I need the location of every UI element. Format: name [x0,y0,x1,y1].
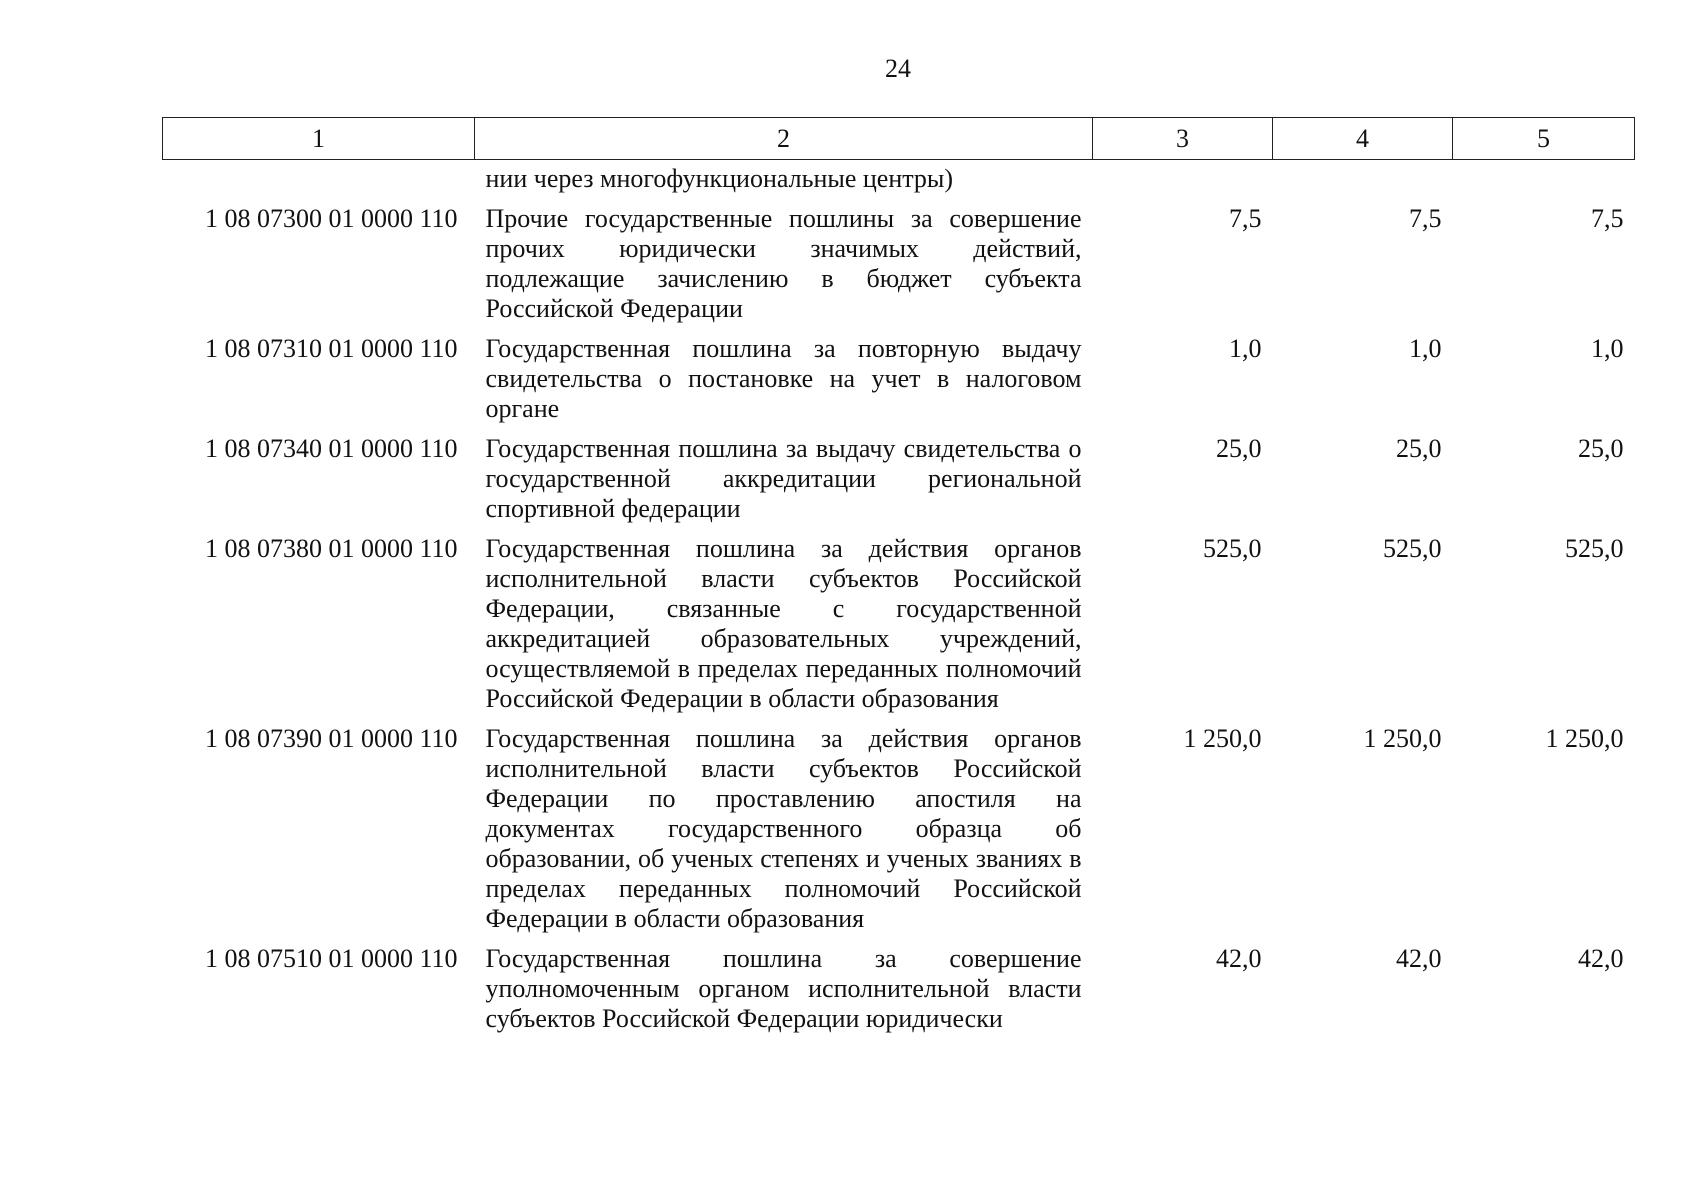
table-body [163,160,1635,1045]
code-cell: 1 08 07390 01 0000 110 [204,724,458,753]
table-row [163,334,1635,434]
name-cell: Государственная пошлина за выдачу свидетельства о государственной аккредитации региональной спортивной федерации [485,434,1082,523]
code-cell: 1 08 07300 01 0000 110 [204,204,458,233]
name-cell: Государственная пошлина за повторную выдачу свидетельства о постановке на учет в налоговом органе [485,334,1082,423]
column-header-4: 4 [1273,118,1453,160]
name-cell: Государственная пошлина за действия органов исполнительной власти субъектов Российской Федерации, связанные с государственной аккредитацией образовательных учреждений, осуществляемой в пределах переданных полномочий Российской Федерации в области образования [485,534,1082,713]
value-col3: 1,0 [1229,334,1262,363]
value-col4: 1,0 [1409,334,1442,363]
name-cell: Государственная пошлина за совершение уполномоченным органом исполнительной власти субъектов Российской Федерации юридически [485,944,1082,1033]
value-col4: 42,0 [1396,944,1442,973]
value-col4: 25,0 [1396,434,1442,463]
empty-code-cell [163,160,475,205]
value-col5: 525,0 [1565,534,1624,563]
value-col5: 7,5 [1591,204,1624,233]
value-col4: 525,0 [1383,534,1442,563]
table-row [163,534,1635,724]
continuation-text: нии через многофункциональные центры) [485,164,954,193]
column-header-5: 5 [1453,118,1635,160]
name-cell: Прочие государственные пошлины за совершение прочих юридически значимых действий, подлежащие зачислению в бюджет субъекта Российской Федерации [485,204,1082,323]
value-col4: 1 250,0 [1363,724,1442,753]
column-header-2: 2 [475,118,1093,160]
code-cell: 1 08 07310 01 0000 110 [204,334,458,363]
table-row [163,724,1635,944]
value-col3: 525,0 [1203,534,1262,563]
empty-cell [1453,160,1635,205]
value-col3: 25,0 [1216,434,1262,463]
column-header-3: 3 [1093,118,1273,160]
value-col3: 42,0 [1216,944,1262,973]
value-col4: 7,5 [1409,204,1442,233]
empty-cell [1273,160,1453,205]
page-number: 24 [885,54,911,83]
table-header [163,118,1635,160]
header-row [163,118,1635,160]
revenue-table [162,117,1635,1044]
name-cell: Государственная пошлина за действия органов исполнительной власти субъектов Российской Федерации по проставлению апостиля на документах государственного образца об образовании, об ученых степенях и ученых званиях в пределах переданных полномочий Российской Федерации в области образования [485,724,1082,933]
empty-cell [1093,160,1273,205]
code-cell: 1 08 07380 01 0000 110 [204,534,458,563]
table-row [163,434,1635,534]
value-col5: 25,0 [1578,434,1624,463]
value-col5: 42,0 [1578,944,1624,973]
table-row [163,944,1635,1044]
value-col5: 1 250,0 [1545,724,1624,753]
table-row [163,204,1635,334]
value-col3: 1 250,0 [1183,724,1262,753]
value-col5: 1,0 [1591,334,1624,363]
code-cell: 1 08 07340 01 0000 110 [204,434,458,463]
continuation-row [163,160,1635,205]
value-col3: 7,5 [1229,204,1262,233]
column-header-1: 1 [163,118,475,160]
code-cell: 1 08 07510 01 0000 110 [204,944,458,973]
